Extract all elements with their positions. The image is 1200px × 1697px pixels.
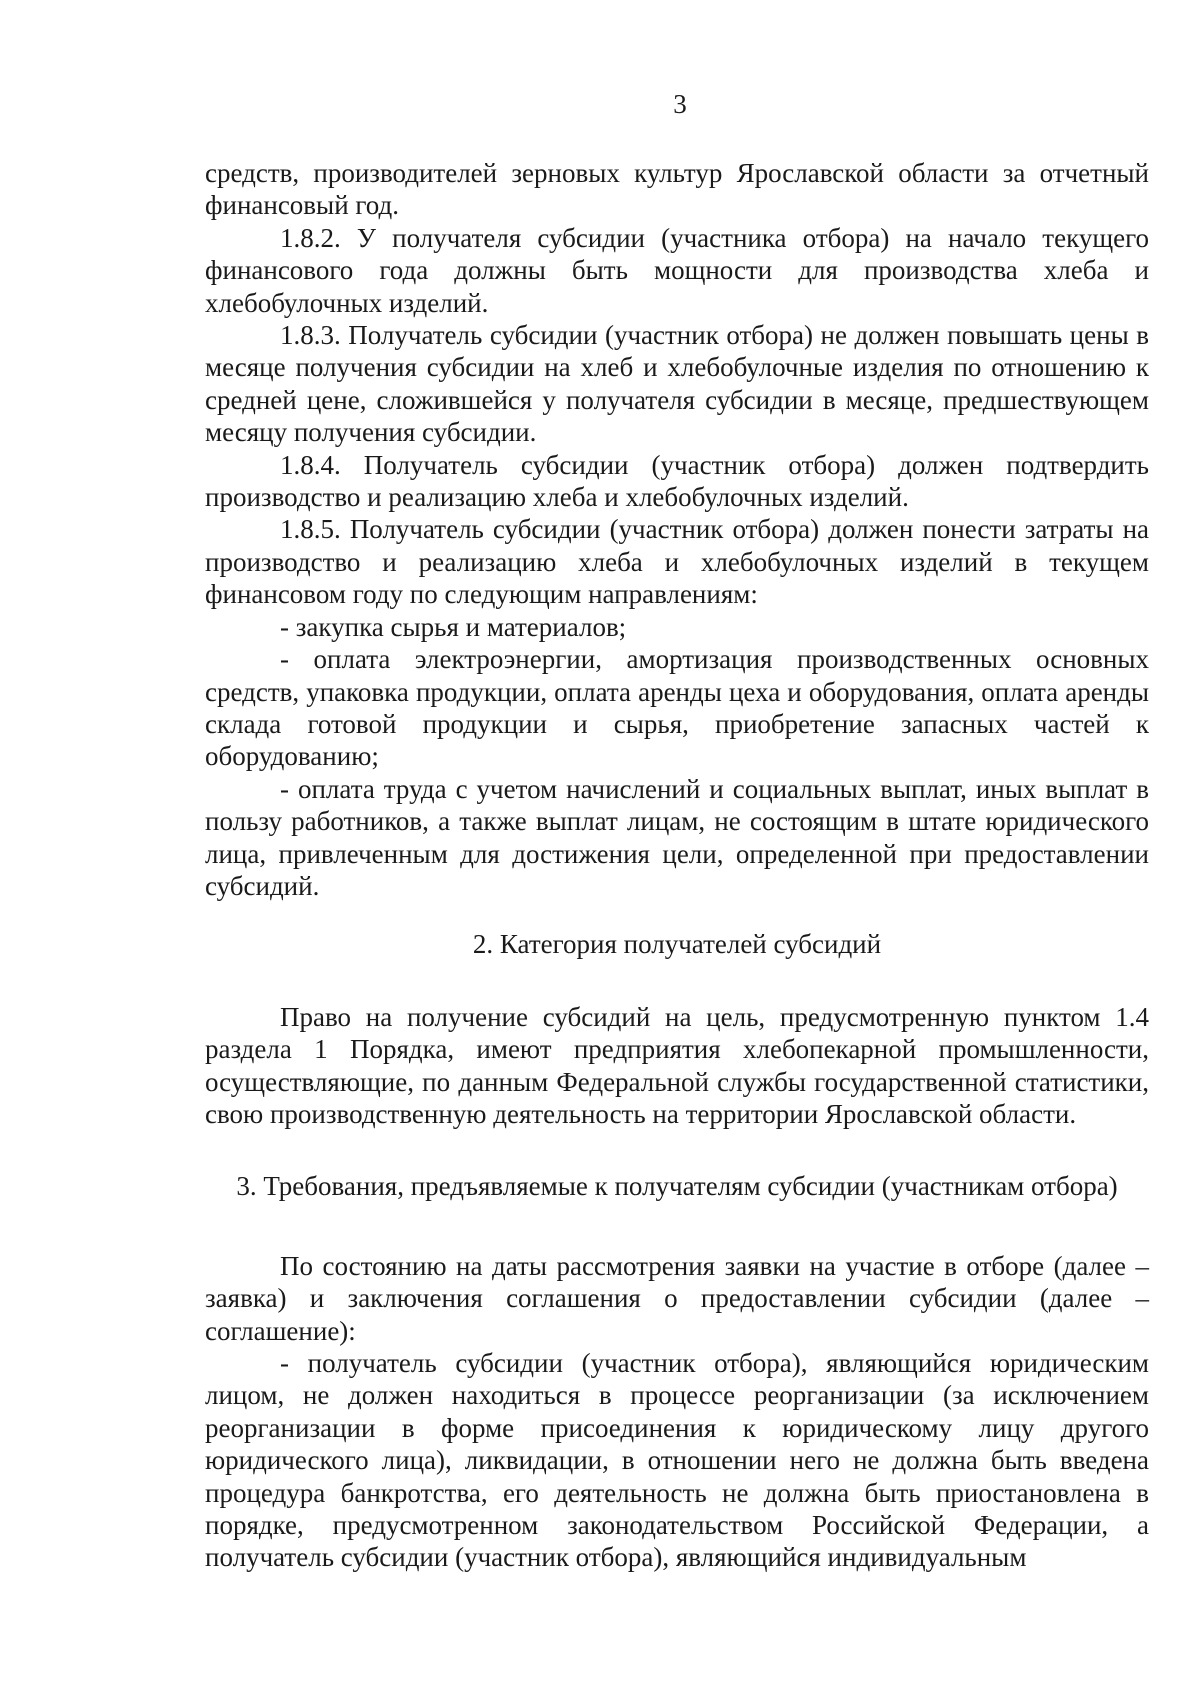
section-3-paragraph-1: По состоянию на даты рассмотрения заявки на участие в отборе (далее – заявка) и заключения соглашения о предоставлении субсидии (далее – соглашение):: [205, 1250, 1149, 1346]
paragraph-1-8-5: 1.8.5. Получатель субсидии (участник отбора) должен понести затраты на производство и реализацию хлеба и хлебобулочных изделий в текущем финансовом году по следующим направлениям:: [205, 514, 1149, 610]
section-2-heading: 2. Категория получателей субсидий: [472, 929, 882, 960]
page-number: 3: [673, 89, 687, 119]
paragraph-1-8-4: 1.8.4. Получатель субсидии (участник отбора) должен подтвердить производство и реализацию хлеба и хлебобулочных изделий.: [205, 449, 1149, 513]
list-item-labor: - оплата труда с учетом начислений и социальных выплат, иных выплат в пользу работников, а также выплат лицам, не состоящим в штате юридического лица, привлеченным для достижения цели, определенной при предоставлении субсидий.: [205, 773, 1149, 901]
list-item-materials: - закупка сырья и материалов;: [280, 611, 627, 642]
section-2-paragraph: Право на получение субсидий на цель, предусмотренную пунктом 1.4 раздела 1 Порядка, имеют предприятия хлебопекарной промышленности, осуществляющие, по данным Федеральной службы государственной статистики, свою производственную деятельность на территории Ярославской области.: [205, 1001, 1149, 1129]
paragraph-continuation: средств, производителей зерновых культур Ярославской области за отчетный финансовый год.: [205, 158, 1149, 221]
section-3-paragraph-2: - получатель субсидии (участник отбора), являющийся юридическим лицом, не должен находиться в процессе реорганизации (за исключением реорганизации в форме присоединения к юридическому лицу другого юридического лица), ликвидации, в отношении него не должна быть введена процедура банкротства, его деятельность не должна быть приостановлена в порядке, предусмотренном законодательством Российской Федерации, а получатель субсидии (участник отбора), являющийся индивидуальным: [205, 1348, 1149, 1573]
section-3-heading: 3. Требования, предъявляемые к получателям субсидии (участникам отбора): [236, 1171, 1118, 1202]
list-item-electricity: - оплата электроэнергии, амортизация производственных основных средств, упаковка продукции, оплата аренды цеха и оборудования, оплата аренды склада готовой продукции и сырья, приобретение запасных частей к оборудованию;: [205, 644, 1149, 772]
paragraph-1-8-3: 1.8.3. Получатель субсидии (участник отбора) не должен повышать цены в месяце получения субсидии на хлеб и хлебобулочные изделия по отношению к средней цене, сложившейся у получателя субсидии в месяце, предшествующем месяцу получения субсидии.: [205, 320, 1149, 448]
paragraph-1-8-2: 1.8.2. У получателя субсидии (участника отбора) на начало текущего финансового года должны быть мощности для производства хлеба и хлебобулочных изделий.: [205, 222, 1149, 318]
document-body: [205, 157, 1149, 1574]
